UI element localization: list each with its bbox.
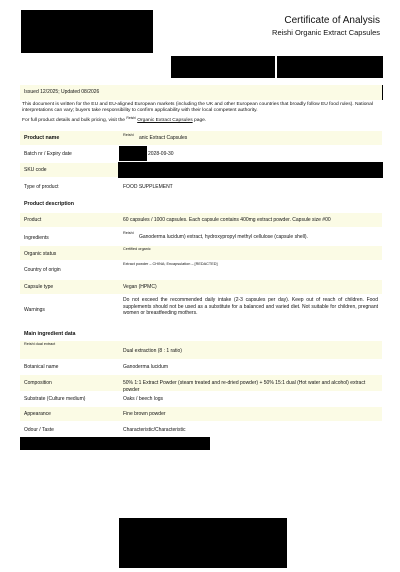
document-header bbox=[272, 15, 380, 39]
label-odour: Odour / Taste bbox=[24, 427, 54, 433]
value-dual-extract: Dual extraction (8 : 1 ratio) bbox=[123, 348, 182, 354]
redacted-signature-block bbox=[119, 518, 287, 568]
label-composition: Composition bbox=[24, 380, 52, 386]
intro-prefix: For full product details and bulk pricing, visit the bbox=[22, 117, 126, 123]
label-origin: Country of origin bbox=[24, 267, 61, 273]
label-organic: Organic status bbox=[24, 251, 57, 257]
label-type: Type of product bbox=[24, 184, 59, 190]
row-product bbox=[20, 213, 382, 227]
redacted-batch-number bbox=[119, 146, 147, 161]
row-substrate bbox=[20, 392, 382, 406]
label-capsule: Capsule type bbox=[24, 284, 54, 290]
intro-tiny: Reishi bbox=[126, 115, 136, 120]
redacted-footer-line bbox=[20, 437, 210, 450]
value-type: FOOD SUPPLEMENT bbox=[123, 184, 173, 190]
row-type bbox=[20, 180, 382, 194]
row-organic bbox=[20, 246, 382, 260]
product-name-value: anic Extract Capsules bbox=[138, 135, 188, 141]
issued-line: Issued 12/2025; Updated 08/2026 bbox=[20, 85, 382, 100]
value-ingredients bbox=[123, 230, 378, 241]
value-origin: Extract powder – CHINA; Encapsulation – [REDACTED] bbox=[123, 262, 218, 266]
label-ingredients: Ingredients bbox=[24, 235, 49, 241]
document-title: Certificate of Analysis bbox=[284, 15, 380, 26]
ingredients-value: Ganoderma lucidum) extract, hydroxypropyl methyl cellulose (capsule shell). bbox=[138, 234, 308, 240]
section-title-main-ingredient: Main ingredient data bbox=[24, 331, 76, 337]
product-page-link[interactable]: Organic Extract Capsules bbox=[137, 117, 193, 123]
row-appearance bbox=[20, 407, 382, 421]
document-subtitle: Reishi Organic Extract Capsules bbox=[272, 28, 380, 37]
label-product: Product bbox=[24, 217, 42, 223]
redacted-header-block-1 bbox=[171, 56, 275, 78]
label-appearance: Appearance bbox=[24, 411, 51, 417]
redacted-header-block-2 bbox=[277, 56, 383, 78]
label-dual-extract: Reishi dual extract bbox=[24, 342, 56, 346]
value-odour: Characteristic/Characteristic bbox=[123, 427, 186, 433]
row-capsule bbox=[20, 280, 382, 294]
intro-suffix: page. bbox=[194, 117, 207, 123]
row-batch bbox=[20, 147, 382, 161]
row-dual-extract bbox=[20, 341, 382, 359]
label-botanical: Botanical name bbox=[24, 364, 59, 370]
row-composition bbox=[20, 375, 382, 391]
label-batch: Batch nr / Expiry date bbox=[24, 151, 72, 157]
section-main-ingredient bbox=[20, 329, 382, 341]
value-substrate: Oaks / beech logs bbox=[123, 396, 164, 402]
label-sku: SKU code bbox=[24, 167, 47, 173]
redacted-sku bbox=[118, 162, 383, 178]
value-appearance: Fine brown powder bbox=[123, 411, 166, 417]
intro-link-line bbox=[22, 115, 382, 124]
value-botanical: Ganoderma lucidum bbox=[123, 364, 169, 370]
row-warnings bbox=[20, 296, 382, 324]
label-substrate: Substrate (Culture medium) bbox=[24, 396, 86, 402]
value-warnings: Do not exceed the recommended daily intake (2-3 capsules per day). Keep out of reach of children. Food supplements should not be used as a substitute for a balanced and varied diet. Not suitable for children, pregnant women or breastfeeding mothers. bbox=[123, 297, 378, 317]
section-product-description bbox=[20, 199, 382, 211]
section-title-description: Product description bbox=[24, 201, 75, 207]
label-warnings: Warnings bbox=[24, 307, 45, 313]
value-organic: Certified organic bbox=[123, 247, 151, 251]
value-capsule: Vegan (HPMC) bbox=[123, 284, 157, 290]
product-name-tiny: Reishi bbox=[123, 133, 134, 137]
intro-text bbox=[22, 102, 382, 124]
value-product-name bbox=[123, 132, 378, 142]
value-product: 60 capsules / 1000 capsules. Each capsule contains 400mg extract powder. Capsule size #00 bbox=[123, 217, 331, 223]
row-origin bbox=[20, 261, 382, 277]
label-product-name: Product name bbox=[24, 135, 60, 141]
value-composition: 50% 1:1 Extract Powder (steam treated and re-dried powder) + 50% 15:1 dual (Hot water and alcohol) extract powder bbox=[123, 380, 366, 393]
row-product-name bbox=[20, 131, 382, 145]
value-batch: 2028-09-30 bbox=[148, 151, 174, 157]
row-odour bbox=[20, 423, 382, 437]
intro-paragraph: This document is written for the EU and EU-aligned European markets (including the UK and other European countries that broadly follow EU food rules). National interpretations can vary; buyers take responsibility to confirm applicability with their local competent authority. bbox=[22, 102, 373, 114]
ingredients-tiny: Reishi bbox=[123, 231, 134, 235]
row-ingredients bbox=[20, 229, 382, 245]
redacted-logo bbox=[21, 10, 153, 53]
row-botanical bbox=[20, 360, 382, 374]
